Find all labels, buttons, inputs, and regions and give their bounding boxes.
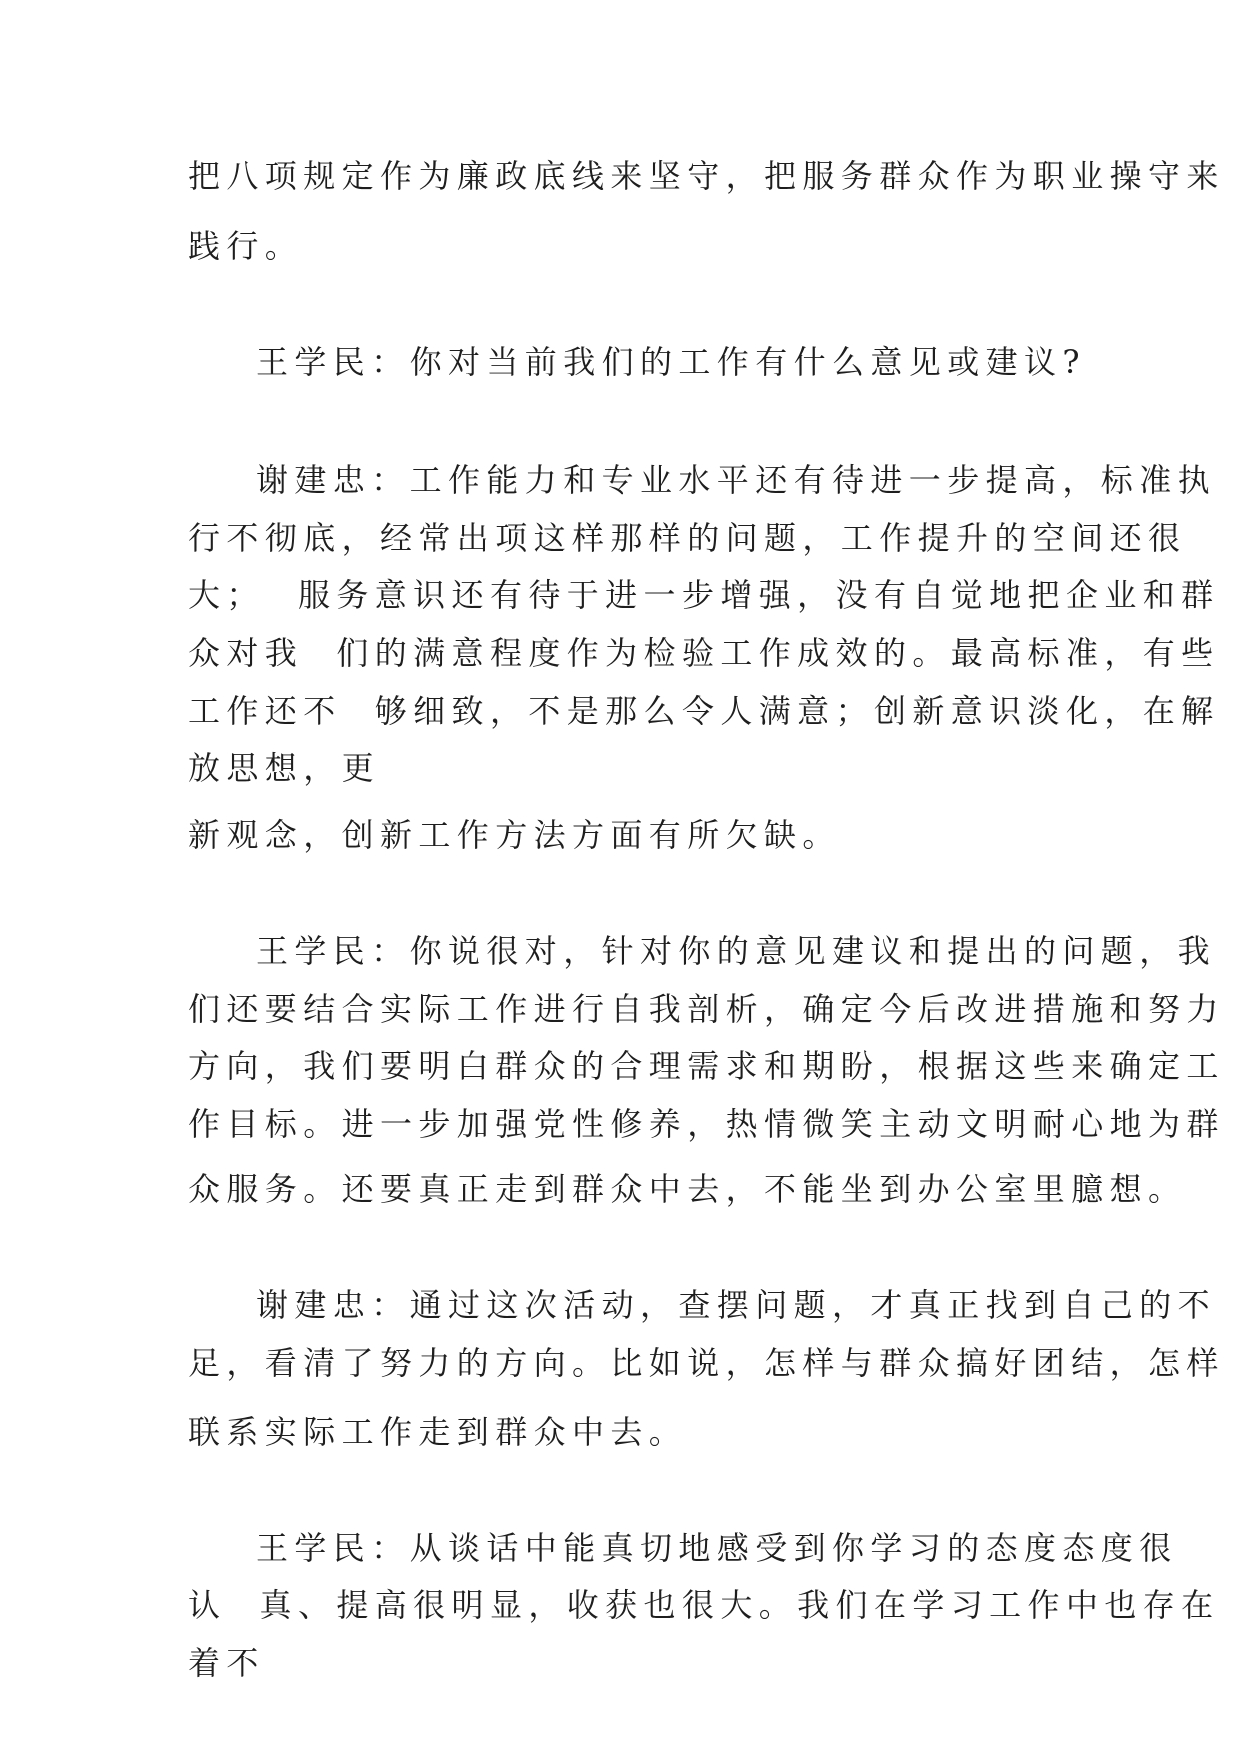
text-line: 新观念，创新工作方法方面有所欠缺。: [188, 816, 841, 854]
text-line: 行不彻底，经常出项这样那样的问题，工作提升的空间还很: [188, 519, 1187, 557]
text-line: 践行。: [188, 227, 304, 265]
text-line: 放思想，更: [188, 749, 381, 787]
text-line: 众对我 们的满意程度作为检验工作成效的。最高标准，有些: [188, 634, 1220, 672]
text-line: 方向，我们要明白群众的合理需求和期盼，根据这些来确定工: [188, 1047, 1225, 1085]
text-line: 大； 服务意识还有待于进一步增强，没有自觉地把企业和群: [188, 576, 1220, 614]
text-line: 王学民：你对当前我们的工作有什么意见或建议?: [256, 343, 1086, 381]
text-line: 着不: [188, 1644, 265, 1682]
text-line: 王学民：从谈话中能真切地感受到你学习的态度态度很: [256, 1529, 1178, 1567]
text-line: 谢建忠：通过这次活动，查摆问题，才真正找到自己的不: [256, 1286, 1217, 1324]
text-line: 足，看清了努力的方向。比如说，怎样与群众搞好团结，怎样: [188, 1344, 1225, 1382]
text-line: 作目标。进一步加强党性修养，热情微笑主动文明耐心地为群: [188, 1105, 1225, 1143]
text-line: 联系实际工作走到群众中去。: [188, 1413, 688, 1451]
text-line: 认 真、提高很明显，收获也很大。我们在学习工作中也存在: [188, 1586, 1220, 1624]
text-line: 谢建忠：工作能力和专业水平还有待进一步提高，标准执: [256, 461, 1217, 499]
text-line: 工作还不 够细致，不是那么令人满意；创新意识淡化，在解: [188, 692, 1220, 730]
text-line: 们还要结合实际工作进行自我剖析，确定今后改进措施和努力: [188, 990, 1225, 1028]
text-line: 把八项规定作为廉政底线来坚守，把服务群众作为职业操守来: [188, 157, 1225, 195]
text-line: 王学民：你说很对，针对你的意见建议和提出的问题，我: [256, 932, 1217, 970]
text-line: 众服务。还要真正走到群众中去，不能坐到办公室里臆想。: [188, 1170, 1187, 1208]
